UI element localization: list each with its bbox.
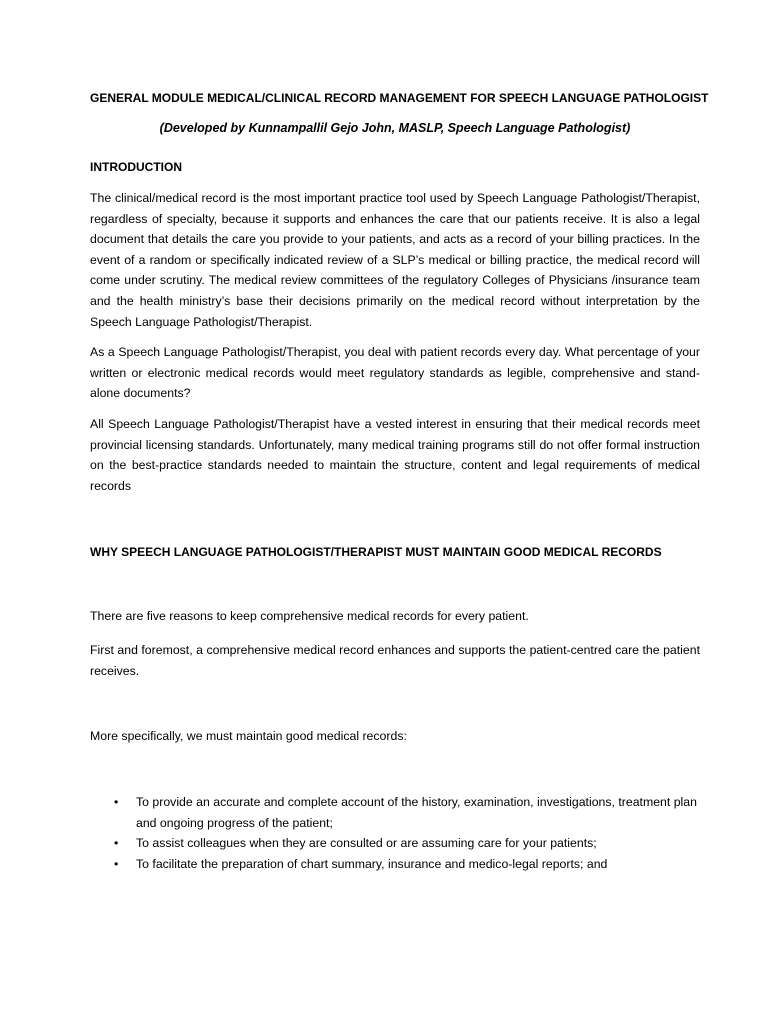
- bullet-icon: •: [114, 836, 119, 851]
- why-section-heading: WHY SPEECH LANGUAGE PATHOLOGIST/THERAPIST MUST MAINTAIN GOOD MEDICAL RECORDS: [90, 545, 662, 559]
- list-item-text: To assist colleagues when they are consulted or are assuming care for your patients;: [136, 836, 597, 851]
- reasons-bullet-list: [90, 792, 700, 874]
- bullet-icon: •: [114, 795, 119, 809]
- why-paragraph-1: There are five reasons to keep comprehensive medical records for every patient.: [90, 609, 529, 623]
- introduction-heading: INTRODUCTION: [90, 160, 182, 174]
- list-item: [90, 833, 700, 854]
- intro-paragraph-2: As a Speech Language Pathologist/Therapist, you deal with patient records every day. What percentage of your written or electronic medical records would meet regulatory standards as legible, comprehensive and stand-alone documents?: [90, 345, 700, 401]
- intro-paragraph-1: The clinical/medical record is the most important practice tool used by Speech Language Pathologist/Therapist, regardless of specialty, because it supports and enhances the care that our patients receive. It is also a legal document that details the care you provide to your patients, and acts as a record of your billing practices. In the event of a random or specifically indicated review of a SLP’s medical or billing practice, the medical record will come under scrutiny. The medical review committees of the regulatory Colleges of Physicians /insurance team and the health ministry’s base their decisions primarily on the medical record without interpretation by the Speech Language Pathologist/Therapist.: [90, 191, 700, 329]
- list-item-text: To facilitate the preparation of chart summary, insurance and medico-legal reports; and: [136, 856, 608, 871]
- author-byline: (Developed by Kunnampallil Gejo John, MASLP, Speech Language Pathologist): [159, 121, 631, 135]
- intro-paragraph-3: All Speech Language Pathologist/Therapist have a vested interest in ensuring that their medical records meet provincial licensing standards. Unfortunately, many medical training programs still do not offer formal instruction on the best-practice standards needed to maintain the structure, content and legal requirements of medical records: [90, 417, 700, 493]
- why-paragraph-3: More specifically, we must maintain good medical records:: [90, 729, 407, 743]
- list-item: [90, 792, 700, 833]
- bullet-icon: •: [114, 856, 119, 871]
- why-paragraph-2: First and foremost, a comprehensive medical record enhances and supports the patient-centred care the patient receives.: [90, 643, 700, 678]
- list-item: [90, 854, 700, 875]
- list-item-text: To provide an accurate and complete account of the history, examination, investigations, treatment plan and ongoing progress of the patient;: [136, 795, 697, 830]
- document-title: GENERAL MODULE MEDICAL/CLINICAL RECORD MANAGEMENT FOR SPEECH LANGUAGE PATHOLOGIST: [90, 91, 709, 105]
